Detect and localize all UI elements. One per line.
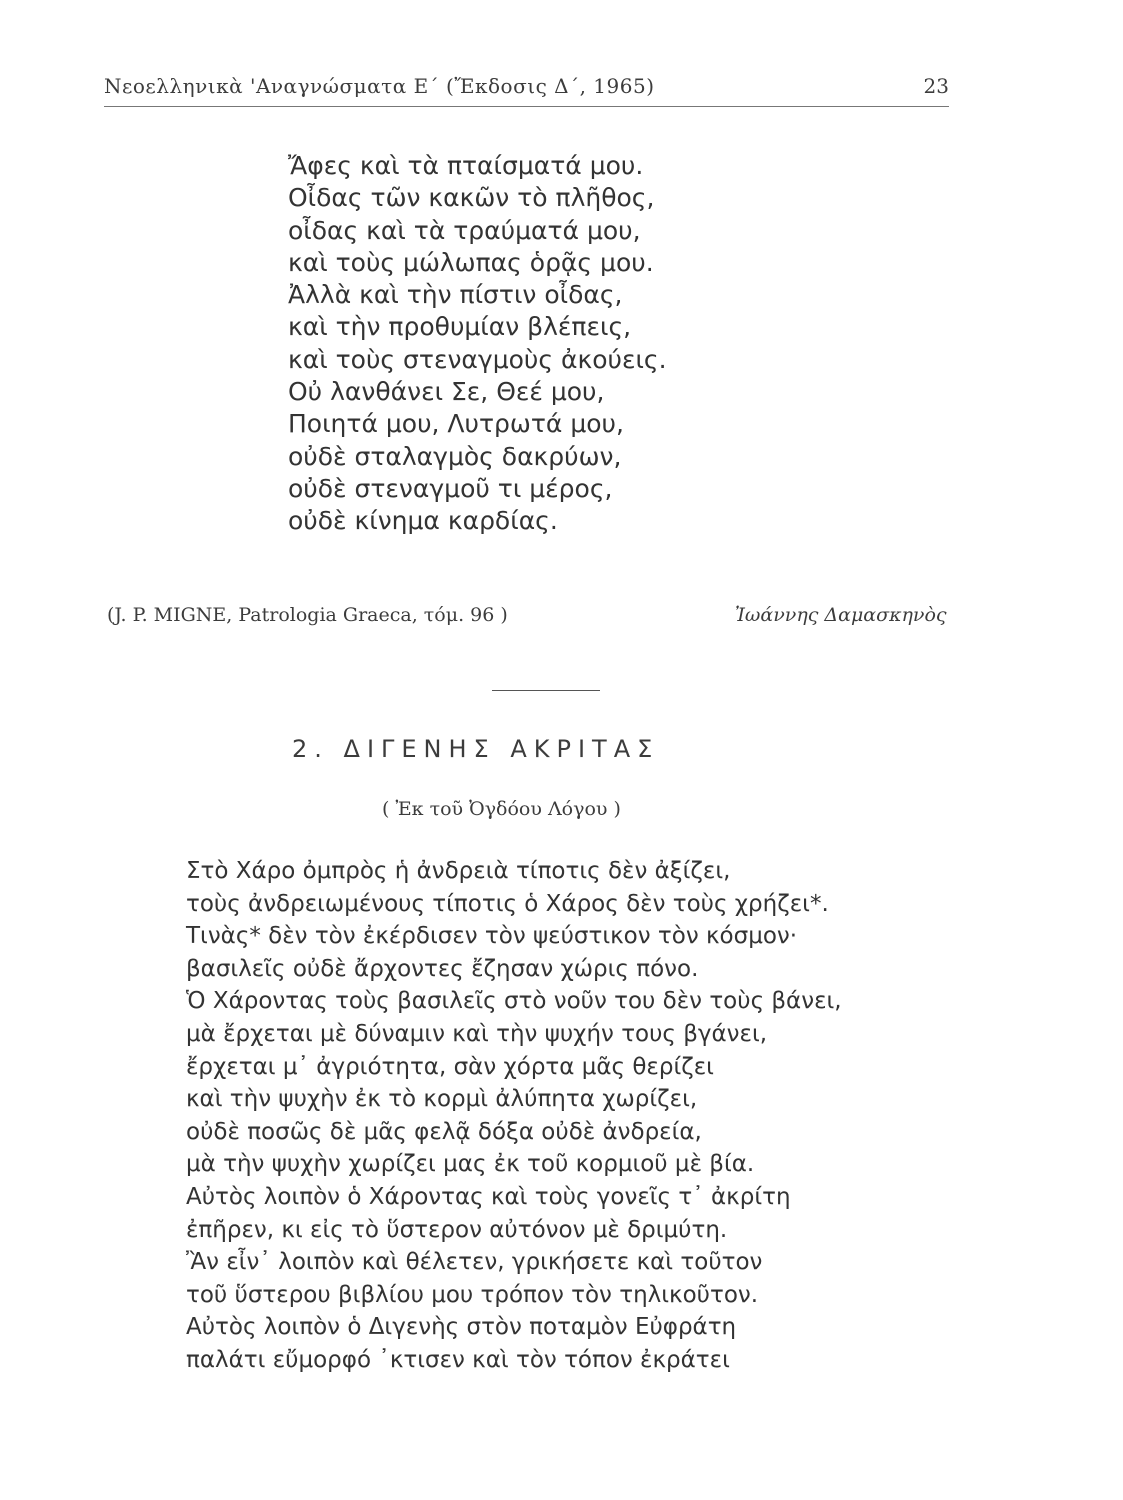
section-divider [492, 690, 600, 691]
poem-line: βασιλεῖς οὐδὲ ἄρχοντες ἔζησαν χώρις πόνο. [186, 955, 699, 982]
running-title: Νεοελληνικὰ 'Αναγνώσματα Ε΄ (Ἔκδοσις Δ΄, 1965) [104, 74, 655, 98]
poem-digenis [186, 855, 842, 1377]
poem-damaskinos [288, 150, 667, 538]
section-subtitle: ( Ἐκ τοῦ Ὀγδόου Λόγου ) [382, 798, 621, 820]
poem-line: Στὸ Χάρο ὀμπρὸς ἡ ἀνδρειὰ τίποτις δὲν ἀξίζει, [186, 858, 731, 884]
poem-line: οὐδὲ στεναγμοῦ τι μέρος, [288, 473, 613, 503]
poem-line: οὐδὲ κίνημα καρδίας. [288, 506, 558, 536]
author-name: Ἰωάννης Δαμασκηνὸς [735, 604, 947, 626]
poem-line: καὶ τὴν ψυχὴν ἐκ τὸ κορμὶ ἀλύπητα χωρίζει, [186, 1086, 698, 1113]
poem-line: Οὐ λανθάνει Σε, Θεέ μου, [288, 377, 605, 407]
page-header [104, 74, 949, 107]
poem-line: Ἀλλὰ καὶ τὴν πίστιν οἶδας, [288, 280, 623, 310]
section-title: 2. ΔΙΓΕΝΗΣ ΑΚΡΙΤΑΣ [292, 735, 660, 763]
poem-line: Αὐτὸς λοιπὸν ὁ Χάροντας καὶ τοὺς γονεῖς τ᾽ ἀκρίτη [186, 1183, 791, 1210]
poem-line: οἶδας καὶ τὰ τραύματά μου, [288, 215, 641, 245]
poem-line: Ἄφες καὶ τὰ πταίσματά μου. [288, 151, 644, 180]
poem-line: Ὁ Χάροντας τοὺς βασιλεῖς στὸ νοῦν του δὲν τοὺς βάνει, [186, 988, 842, 1015]
source-citation: (J. P. MIGNE, Patrologia Graeca, τόμ. 96 ) [107, 604, 508, 626]
poem-line: οὐδὲ σταλαγμὸς δακρύων, [288, 441, 622, 471]
poem-line: ἔρχεται μ᾽ ἀγριότητα, σὰν χόρτα μᾶς θερίζει [186, 1053, 714, 1080]
poem-line: ἐπῆρεν, κι εἰς τὸ ὕστερον αὐτόνον μὲ δριμύτη. [186, 1216, 728, 1243]
page-number: 23 [923, 74, 949, 98]
poem-line: Ἂν εἶν᾽ λοιπὸν καὶ θέλετεν, γρικήσετε καὶ τοῦτον [186, 1249, 763, 1276]
poem-line: Οἶδας τῶν κακῶν τὸ πλῆθος, [288, 183, 655, 213]
poem-line: μὰ τὴν ψυχὴν χωρίζει μας ἐκ τοῦ κορμιοῦ μὲ βία. [186, 1151, 755, 1178]
poem-line: Ποιητά μου, Λυτρωτά μου, [288, 409, 624, 439]
poem-line: παλάτι εὔμορφό ᾽κτισεν καὶ τὸν τόπον ἐκράτει [186, 1346, 730, 1373]
poem-line: οὐδὲ ποσῶς δὲ μᾶς φελᾷ δόξα οὐδὲ ἀνδρεία, [186, 1118, 702, 1145]
poem-line: καὶ τὴν προθυμίαν βλέπεις, [288, 312, 632, 342]
poem-line: Αὐτὸς λοιπὸν ὁ Διγενὴς στὸν ποταμὸν Εὐφράτη [186, 1314, 737, 1341]
poem-line: τοὺς ἀνδρειωμένους τίποτις ὁ Χάρος δὲν τοὺς χρήζει*. [186, 890, 829, 917]
poem-line: καὶ τοὺς στεναγμοὺς ἀκούεις. [288, 344, 667, 374]
poem-line: τοῦ ὕστερου βιβλίου μου τρόπον τὸν τηλικοῦτον. [186, 1281, 759, 1308]
poem-line: Τινὰς* δὲν τὸν ἐκέρδισεν τὸν ψεύστικον τὸν κόσμον· [186, 923, 798, 950]
poem-line: καὶ τοὺς μώλωπας ὁρᾷς μου. [288, 247, 654, 277]
poem-line: μὰ ἔρχεται μὲ δύναμιν καὶ τὴν ψυχήν τους βγάνει, [186, 1020, 768, 1047]
